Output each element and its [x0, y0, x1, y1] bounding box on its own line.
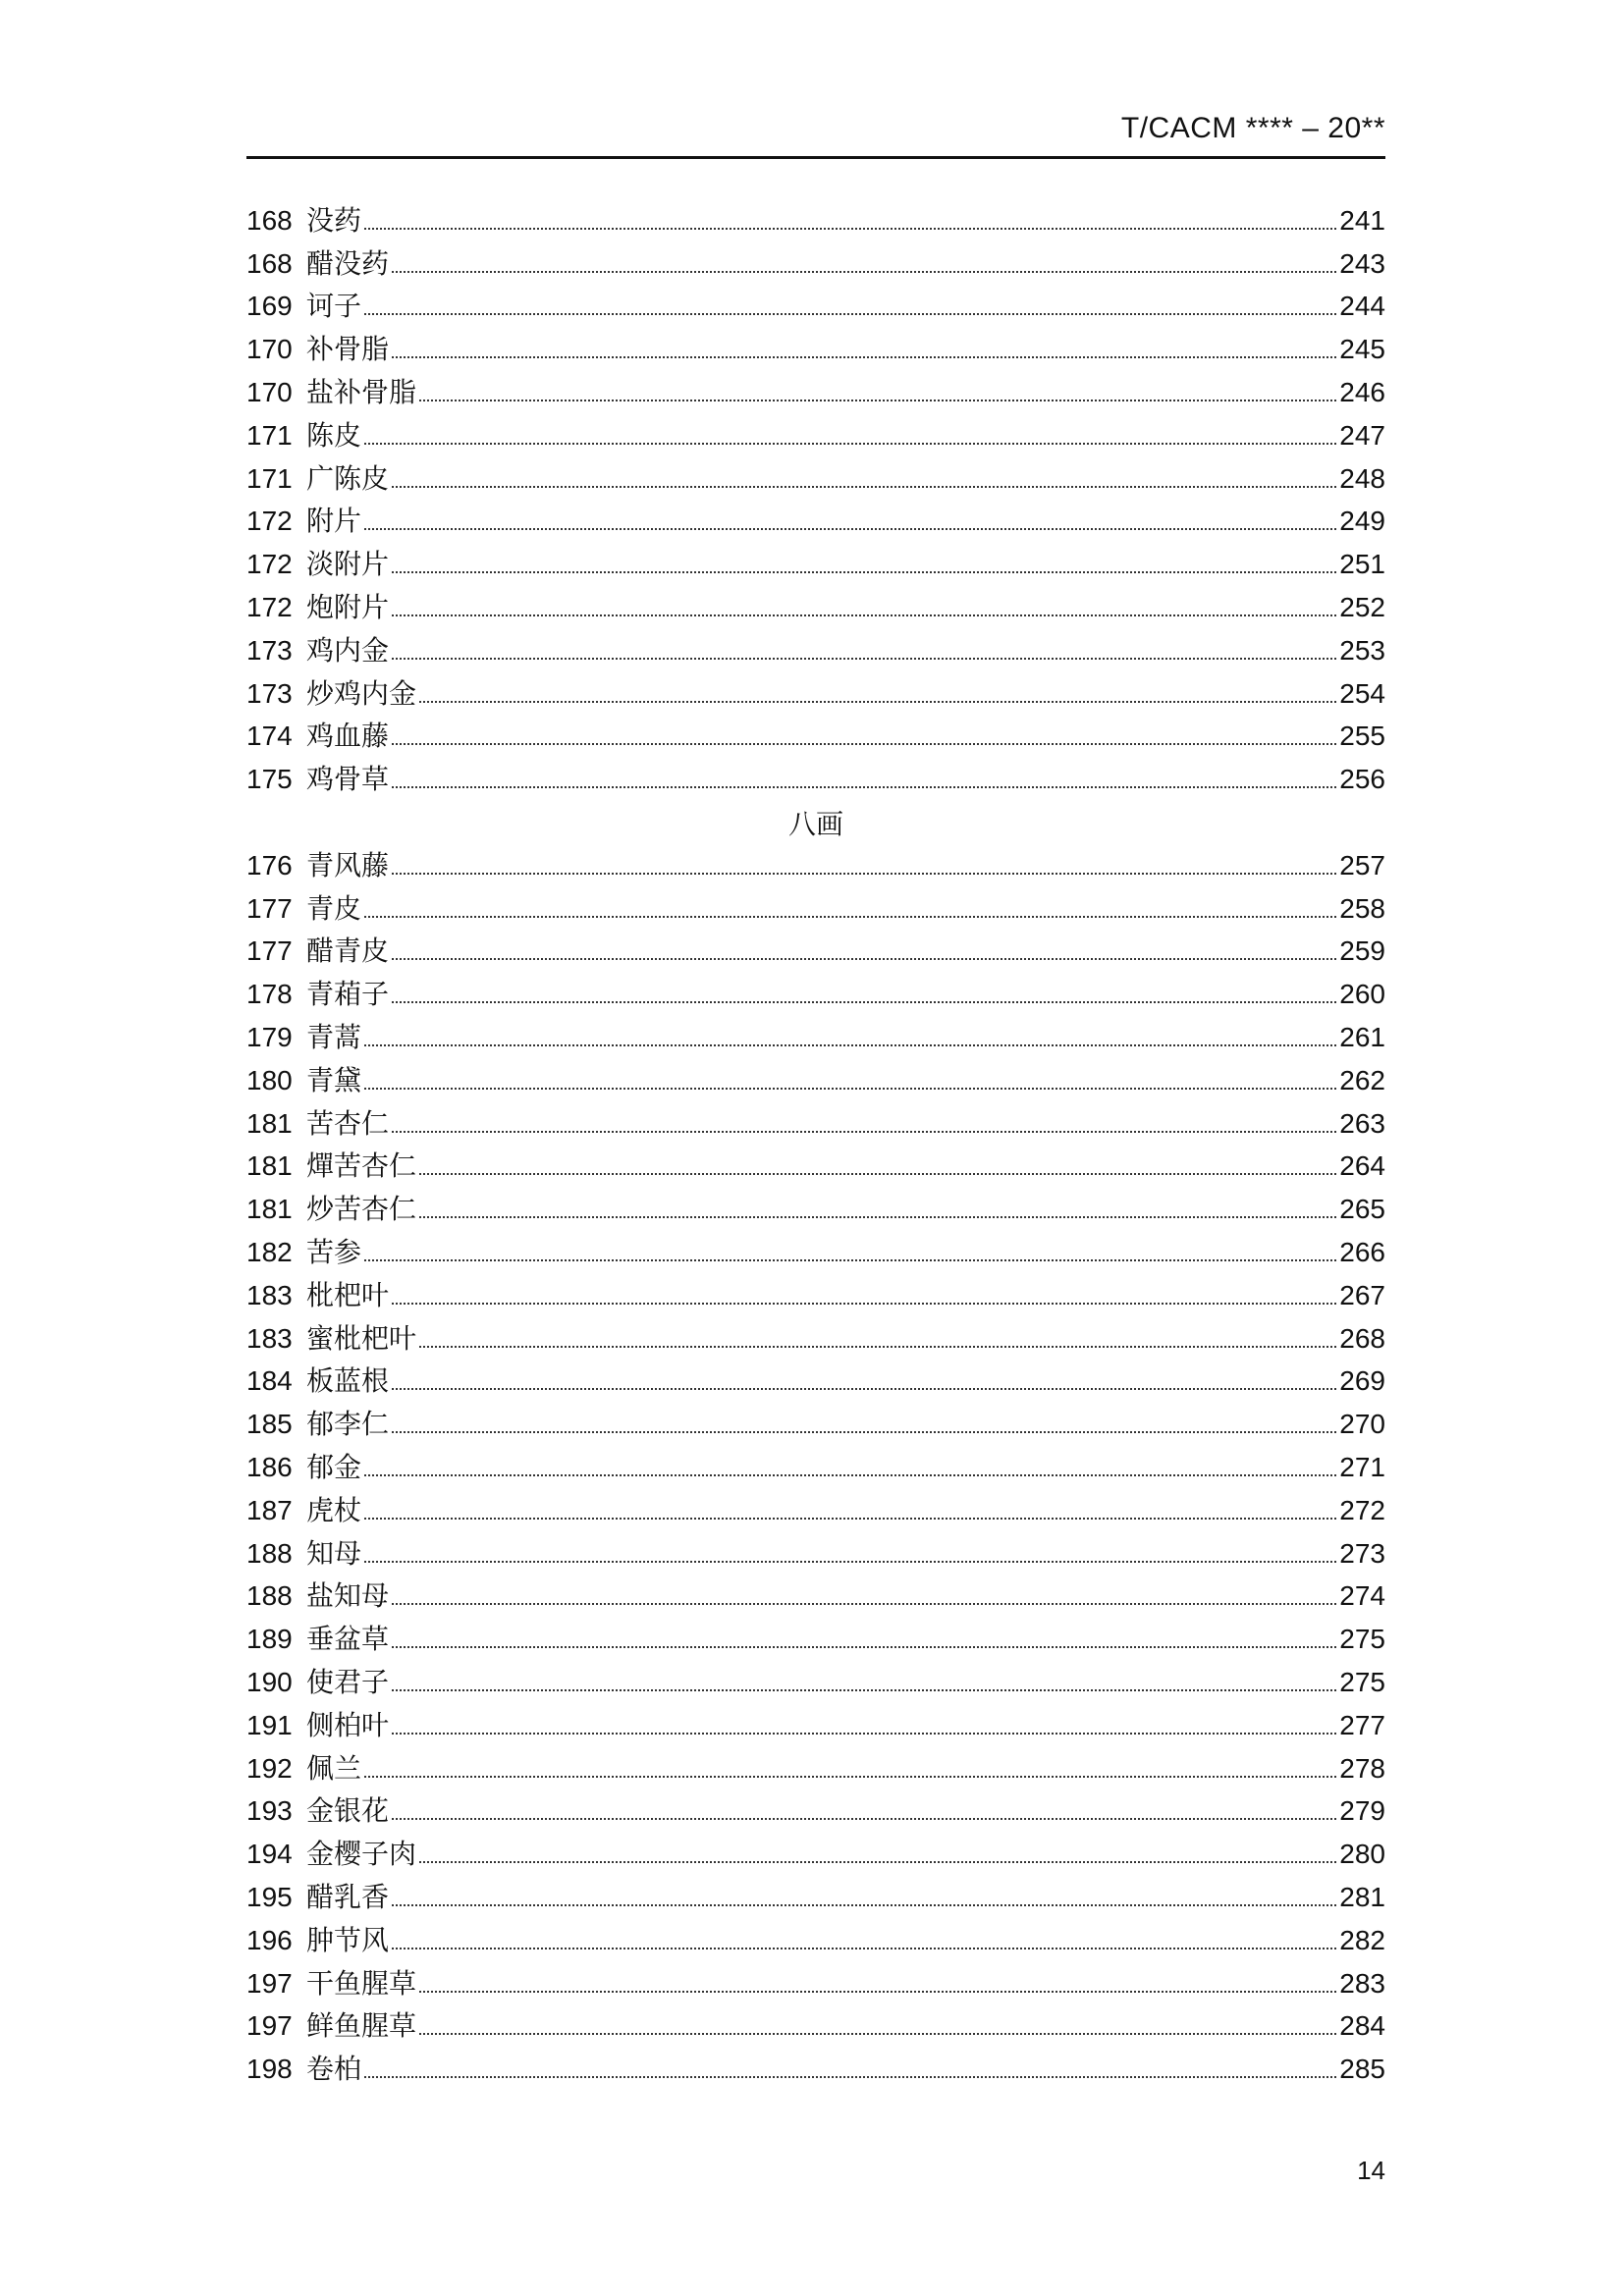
toc-entry[interactable]: [246, 1833, 1385, 1876]
toc-entry-title: 青风藤: [306, 848, 390, 881]
toc-entry-page: 259: [1339, 935, 1385, 967]
dot-leader: [392, 356, 1336, 358]
document-code-header: T/CACM **** – 20**: [1120, 112, 1385, 144]
dot-leader: [392, 1689, 1336, 1691]
toc-entry[interactable]: [246, 457, 1385, 501]
dot-leader: [419, 1991, 1336, 1993]
toc-entry-title: 醋青皮: [306, 934, 390, 968]
toc-entry-page: 273: [1339, 1537, 1385, 1569]
dot-leader: [364, 1474, 1336, 1476]
toc-entry-page: 252: [1339, 592, 1385, 623]
toc-entry-title: 盐知母: [306, 1579, 390, 1613]
toc-entry[interactable]: [246, 1403, 1385, 1446]
toc-entry-number: 181: [246, 1107, 293, 1139]
toc-entry-page: 268: [1339, 1322, 1385, 1354]
toc-entry-page: 269: [1339, 1365, 1385, 1397]
toc-entry-page: 275: [1339, 1624, 1385, 1655]
toc-entry[interactable]: [246, 1361, 1385, 1404]
toc-entry-title: 卷柏: [306, 2053, 362, 2086]
toc-entry-number: 197: [246, 2010, 293, 2042]
toc-entry[interactable]: [246, 1188, 1385, 1231]
toc-entry-page: 263: [1339, 1107, 1385, 1139]
toc-entry-page: 249: [1339, 506, 1385, 537]
toc-entry-title: 郁李仁: [306, 1408, 390, 1441]
toc-entry-number: 181: [246, 1194, 293, 1225]
dot-leader: [364, 313, 1336, 315]
toc-entry-title: 炒苦杏仁: [306, 1193, 417, 1226]
toc-entry-page: 253: [1339, 634, 1385, 666]
toc-entry-number: 173: [246, 634, 293, 666]
toc-entry[interactable]: [246, 1231, 1385, 1274]
toc-entry-title: 金樱子肉: [306, 1838, 417, 1871]
toc-entry[interactable]: [246, 1789, 1385, 1833]
toc-entry-page: 245: [1339, 334, 1385, 365]
toc-entry-number: 177: [246, 935, 293, 967]
header-rule: [246, 156, 1385, 159]
toc-entry-title: 诃子: [306, 290, 362, 323]
toc-entry[interactable]: [246, 371, 1385, 414]
toc-entry-title: 燀苦杏仁: [306, 1149, 417, 1183]
toc-entry[interactable]: [246, 973, 1385, 1016]
dot-leader: [392, 571, 1336, 573]
toc-entry[interactable]: [246, 629, 1385, 672]
toc-entry-page: 267: [1339, 1279, 1385, 1310]
toc-entry-number: 182: [246, 1237, 293, 1268]
toc-entry-number: 183: [246, 1279, 293, 1310]
toc-entry-page: 254: [1339, 677, 1385, 709]
toc-entry-number: 169: [246, 291, 293, 322]
toc-entry[interactable]: [246, 1489, 1385, 1532]
toc-entry[interactable]: [246, 1059, 1385, 1102]
dot-leader: [392, 743, 1336, 745]
toc-entry-number: 188: [246, 1537, 293, 1569]
toc-entry-page: 278: [1339, 1752, 1385, 1784]
dot-leader: [392, 271, 1336, 273]
toc-entry-number: 170: [246, 334, 293, 365]
toc-entry-number: 187: [246, 1494, 293, 1525]
toc-entry-page: 279: [1339, 1795, 1385, 1827]
toc-entry-title: 补骨脂: [306, 333, 390, 366]
toc-entry[interactable]: [246, 1618, 1385, 1661]
toc-entry-title: 青皮: [306, 891, 362, 925]
toc-entry-number: 191: [246, 1709, 293, 1740]
dot-leader: [419, 1861, 1336, 1863]
toc-entry-number: 197: [246, 1967, 293, 1999]
toc-entry-number: 183: [246, 1322, 293, 1354]
toc-entry-title: 知母: [306, 1536, 362, 1570]
toc-entry[interactable]: [246, 887, 1385, 931]
dot-leader: [419, 1173, 1336, 1175]
section-heading: 八画: [787, 808, 843, 841]
toc-entry-title: 青黛: [306, 1063, 362, 1096]
dot-leader: [364, 2076, 1336, 2078]
toc-entry-number: 189: [246, 1624, 293, 1655]
toc-entry-page: 255: [1339, 721, 1385, 752]
toc-entry-number: 175: [246, 764, 293, 795]
toc-entry-title: 醋没药: [306, 246, 390, 280]
toc-entry[interactable]: [246, 242, 1385, 286]
dot-leader: [364, 528, 1336, 530]
toc-entry-page: 260: [1339, 979, 1385, 1010]
toc-entry-page: 262: [1339, 1064, 1385, 1095]
toc-entry[interactable]: [246, 1747, 1385, 1790]
toc-entry-page: 261: [1339, 1022, 1385, 1053]
dot-leader: [364, 916, 1336, 918]
dot-leader: [392, 1904, 1336, 1906]
dot-leader: [392, 1303, 1336, 1305]
dot-leader: [364, 1044, 1336, 1046]
toc-entry-title: 侧柏叶: [306, 1708, 390, 1741]
toc-entry[interactable]: [246, 1446, 1385, 1489]
toc-entry[interactable]: [246, 286, 1385, 329]
toc-entry[interactable]: [246, 328, 1385, 371]
toc-entry[interactable]: [246, 716, 1385, 759]
toc-entry-page: 283: [1339, 1967, 1385, 1999]
toc-entry-page: 266: [1339, 1237, 1385, 1268]
toc-entry[interactable]: [246, 758, 1385, 801]
toc-entry-number: 190: [246, 1666, 293, 1697]
toc-entry-title: 炒鸡内金: [306, 676, 417, 710]
toc-entry[interactable]: [246, 1575, 1385, 1619]
toc-entry[interactable]: [246, 1876, 1385, 1919]
dot-leader: [392, 1818, 1336, 1820]
toc-entry-number: 171: [246, 462, 293, 494]
toc-entry[interactable]: [246, 2004, 1385, 2048]
toc-entry-number: 168: [246, 204, 293, 236]
toc-entry-page: 274: [1339, 1580, 1385, 1612]
toc-entry-page: 258: [1339, 892, 1385, 924]
toc-entry[interactable]: [246, 543, 1385, 586]
toc-entry-number: 186: [246, 1452, 293, 1482]
page-number: 14: [1357, 2156, 1385, 2185]
toc-entry-number: 180: [246, 1064, 293, 1095]
dot-leader: [392, 1388, 1336, 1390]
toc-entry-number: 173: [246, 677, 293, 709]
toc-entry-number: 185: [246, 1409, 293, 1440]
toc-entry-page: 265: [1339, 1194, 1385, 1225]
toc-entry-number: 179: [246, 1022, 293, 1053]
dot-leader: [392, 873, 1336, 875]
toc-entry-title: 蜜枇杷叶: [306, 1321, 417, 1355]
toc-entry-title: 虎杖: [306, 1493, 362, 1526]
toc-entry-number: 188: [246, 1580, 293, 1612]
toc-entry-page: 257: [1339, 849, 1385, 881]
toc-entry-title: 鸡内金: [306, 633, 390, 667]
toc-entry-number: 172: [246, 592, 293, 623]
toc-entry-title: 苦杏仁: [306, 1106, 390, 1140]
dot-leader: [364, 1088, 1336, 1090]
toc-entry-page: 256: [1339, 764, 1385, 795]
dot-leader: [364, 1518, 1336, 1520]
dot-leader: [419, 1216, 1336, 1218]
toc-entry-title: 没药: [306, 203, 362, 237]
toc-entry-page: 272: [1339, 1494, 1385, 1525]
toc-entry-title: 金银花: [306, 1794, 390, 1828]
toc-group-after: [246, 844, 1385, 2091]
toc-group-before: [246, 199, 1385, 801]
toc-entry-title: 鸡骨草: [306, 763, 390, 796]
toc-entry[interactable]: [246, 199, 1385, 242]
toc-entry-title: 盐补骨脂: [306, 376, 417, 409]
toc-entry-page: 275: [1339, 1666, 1385, 1697]
toc-entry[interactable]: [246, 1317, 1385, 1361]
dot-leader: [364, 1776, 1336, 1778]
toc-entry-title: 青蒿: [306, 1021, 362, 1054]
toc-entry-number: 177: [246, 892, 293, 924]
toc-entry[interactable]: [246, 1102, 1385, 1146]
toc-entry-page: 270: [1339, 1409, 1385, 1440]
dot-leader: [392, 658, 1336, 660]
toc-entry-number: 196: [246, 1924, 293, 1955]
toc-entry[interactable]: [246, 1962, 1385, 2005]
toc-entry-title: 鲜鱼腥草: [306, 2009, 417, 2043]
dot-leader: [364, 1259, 1336, 1261]
dot-leader: [419, 400, 1336, 401]
dot-leader: [392, 1646, 1336, 1648]
dot-leader: [392, 486, 1336, 488]
dot-leader: [392, 1131, 1336, 1133]
toc-entry-title: 干鱼腥草: [306, 1966, 417, 2000]
toc-entry-number: 178: [246, 979, 293, 1010]
toc-entry-page: 244: [1339, 291, 1385, 322]
toc-entry[interactable]: [246, 844, 1385, 887]
toc-entry-title: 使君子: [306, 1665, 390, 1698]
toc-entry-number: 181: [246, 1150, 293, 1182]
toc-entry-number: 198: [246, 2054, 293, 2085]
toc-entry-number: 172: [246, 506, 293, 537]
toc-entry-page: 241: [1339, 204, 1385, 236]
table-of-contents: [246, 199, 1385, 2091]
dot-leader: [419, 1346, 1336, 1348]
toc-entry[interactable]: [246, 1919, 1385, 1962]
toc-entry-title: 炮附片: [306, 591, 390, 624]
toc-entry-title: 郁金: [306, 1451, 362, 1483]
toc-entry-page: 281: [1339, 1881, 1385, 1912]
toc-entry-title: 附片: [306, 505, 362, 538]
toc-entry-title: 陈皮: [306, 418, 362, 452]
toc-entry-number: 195: [246, 1881, 293, 1912]
toc-entry-title: 佩兰: [306, 1751, 362, 1785]
dot-leader: [419, 701, 1336, 703]
dot-leader: [392, 614, 1336, 616]
toc-entry[interactable]: [246, 1274, 1385, 1317]
dot-leader: [392, 1603, 1336, 1605]
toc-entry[interactable]: [246, 672, 1385, 716]
toc-entry[interactable]: [246, 1704, 1385, 1747]
toc-entry-page: 271: [1339, 1452, 1385, 1482]
toc-entry[interactable]: [246, 1146, 1385, 1189]
dot-leader: [392, 1948, 1336, 1949]
toc-entry-title: 淡附片: [306, 548, 390, 581]
toc-entry-number: 194: [246, 1839, 293, 1870]
toc-entry-page: 264: [1339, 1150, 1385, 1182]
toc-entry-title: 广陈皮: [306, 461, 390, 495]
toc-entry-page: 248: [1339, 462, 1385, 494]
toc-entry[interactable]: [246, 931, 1385, 974]
toc-entry[interactable]: [246, 1532, 1385, 1575]
toc-entry-page: 246: [1339, 377, 1385, 408]
toc-entry-page: 247: [1339, 419, 1385, 451]
toc-entry-number: 193: [246, 1795, 293, 1827]
toc-entry-page: 277: [1339, 1709, 1385, 1740]
toc-entry-title: 板蓝根: [306, 1364, 390, 1398]
dot-leader: [364, 443, 1336, 445]
dot-leader: [364, 1561, 1336, 1563]
dot-leader: [392, 786, 1336, 788]
dot-leader: [419, 2033, 1336, 2035]
toc-entry-page: 284: [1339, 2010, 1385, 2042]
toc-entry-title: 苦参: [306, 1236, 362, 1269]
dot-leader: [364, 228, 1336, 230]
toc-entry[interactable]: [246, 1661, 1385, 1704]
dot-leader: [392, 1001, 1336, 1003]
toc-entry-title: 垂盆草: [306, 1623, 390, 1656]
toc-entry-number: 171: [246, 419, 293, 451]
toc-entry[interactable]: [246, 2048, 1385, 2091]
toc-entry[interactable]: [246, 414, 1385, 457]
toc-entry-page: 285: [1339, 2054, 1385, 2085]
toc-entry-number: 174: [246, 721, 293, 752]
toc-entry-number: 172: [246, 549, 293, 580]
toc-entry-page: 280: [1339, 1839, 1385, 1870]
toc-entry-page: 251: [1339, 549, 1385, 580]
toc-entry-page: 282: [1339, 1924, 1385, 1955]
toc-entry-title: 青葙子: [306, 978, 390, 1011]
dot-leader: [392, 958, 1336, 960]
toc-entry-number: 184: [246, 1365, 293, 1397]
toc-entry-number: 176: [246, 849, 293, 881]
toc-entry-title: 枇杷叶: [306, 1278, 390, 1311]
toc-entry-number: 170: [246, 377, 293, 408]
toc-entry[interactable]: [246, 586, 1385, 629]
dot-leader: [392, 1431, 1336, 1433]
toc-entry[interactable]: [246, 501, 1385, 544]
toc-entry-number: 168: [246, 247, 293, 279]
toc-entry-page: 243: [1339, 247, 1385, 279]
dot-leader: [392, 1733, 1336, 1735]
toc-entry[interactable]: [246, 1016, 1385, 1059]
toc-entry-title: 醋乳香: [306, 1880, 390, 1913]
toc-entry-number: 192: [246, 1752, 293, 1784]
toc-entry-title: 肿节风: [306, 1923, 390, 1956]
toc-entry-title: 鸡血藤: [306, 720, 390, 753]
